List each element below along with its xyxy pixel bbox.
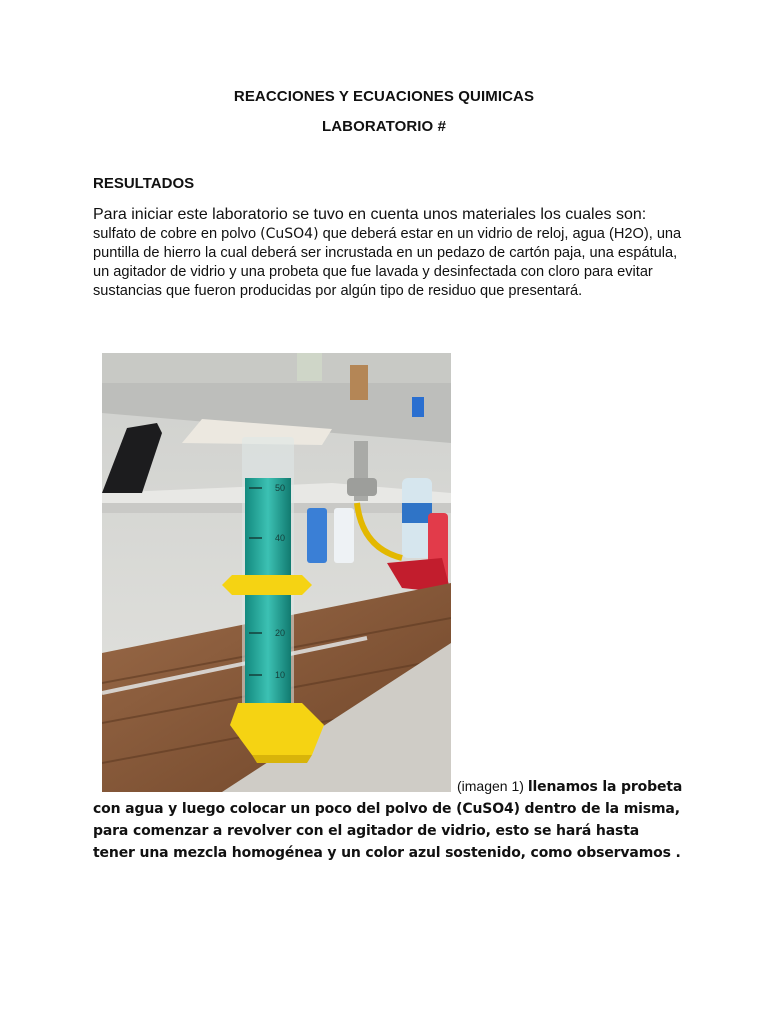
intro-formula: (CuSO4) [260,226,319,242]
image-caption [93,775,683,864]
caption-text: llenamos la probeta con agua y luego colocar un poco del polvo de (CuSO4) dentro de la misma, para comenzar a revolver con el agitador de vidrio, esto se hará hasta tener una mezcla homogénea y un color azul sostenido, como observamos . [93,779,683,861]
document-subtitle: LABORATORIO # [321,118,447,135]
mark-50: 50 [275,483,286,493]
document-title: REACCIONES Y ECUACIONES QUIMICAS [233,88,535,105]
mark-20: 20 [275,628,286,638]
intro-text-a: sulfato de cobre en polvo [93,226,261,242]
mark-10: 10 [275,670,286,680]
section-heading: RESULTADOS [93,175,195,192]
lab-photo-graduated-cylinder [102,353,451,792]
caption-label: (imagen 1) [457,778,528,794]
mark-40: 40 [275,533,286,543]
intro-first-line: Para iniciar este laboratorio se tuvo en cuenta unos materiales los cuales son: [93,206,647,223]
intro-text-b: que deberá estar en un vidrio de reloj, agua (H2O), una puntilla de hierro la cual deberá ser incrustada en un pedazo de cartón paja, una espátula, un agitador de vidrio y una probeta que fue lavada y desinfectada con cloro para evitar sustancias que fueron producidas por algún tipo de residuo que presentará. [93,226,682,299]
intro-paragraph [93,205,693,301]
